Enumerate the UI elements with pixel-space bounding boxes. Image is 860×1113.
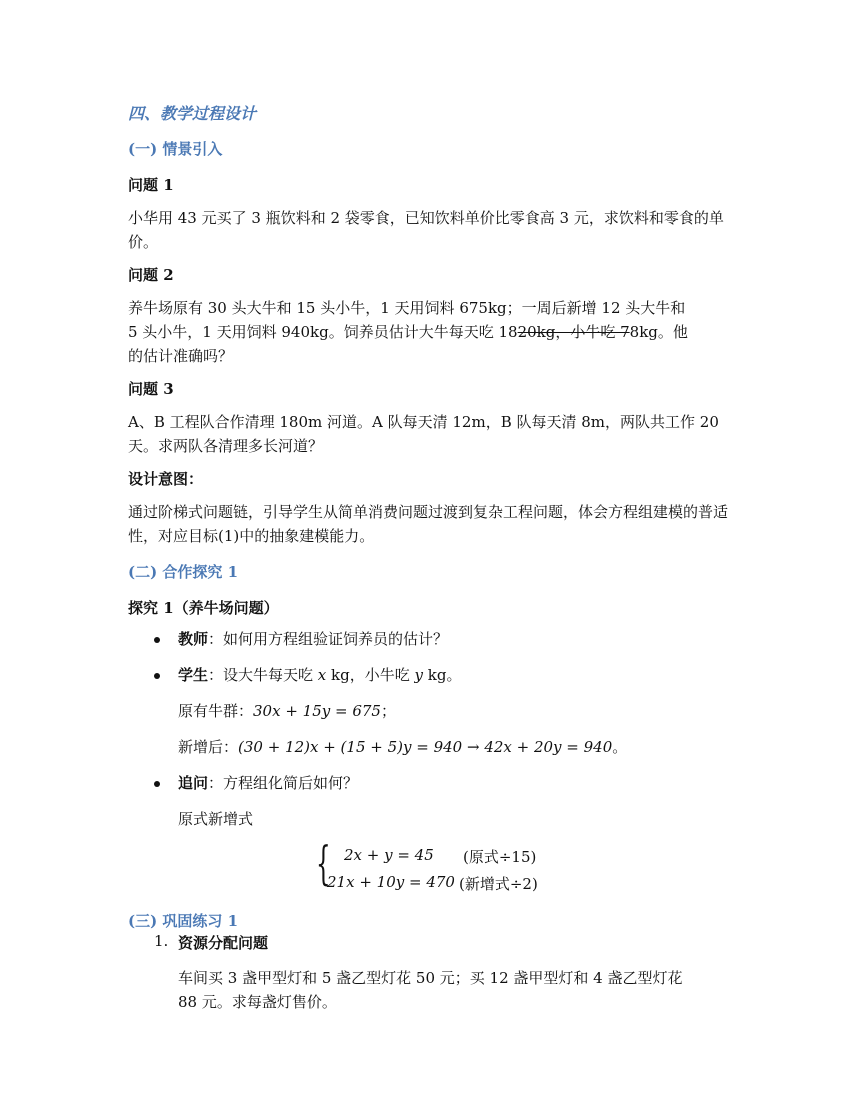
problem-3-text: A、B 工程队合作清理 180m 河道。A 队每天清 12m，B 队每天清 8m，两队共工作 20 天。求两队各清理多长河道？	[128, 413, 719, 455]
teacher-text: ：如何用方程组验证饲养员的估计？	[208, 630, 449, 648]
teacher-label: 教师	[178, 630, 209, 648]
main-heading: 四、教学过程设计	[128, 104, 257, 123]
followup-text: ：方程组化简后如何？	[208, 774, 359, 792]
student-text-a: ：设大牛每天吃	[208, 666, 318, 684]
bullet-dot	[154, 781, 160, 787]
problem-1-title: 问题 1	[128, 176, 174, 194]
followup-bullet	[178, 772, 358, 793]
student-text-b: kg，小牛吃	[326, 666, 415, 684]
new-herd-label: 新增后：	[178, 738, 239, 756]
design-intent-title: 设计意图：	[128, 470, 204, 488]
practice-item-number: 1.	[154, 932, 169, 950]
variable-y: y	[414, 666, 423, 684]
student-bullet	[178, 664, 461, 685]
variable-x: x	[317, 666, 327, 684]
section-heading-explore: (二) 合作探究 1	[128, 563, 239, 581]
system-intro: 原式新增式	[178, 810, 254, 828]
equation-1-note: (原式÷15)	[463, 848, 537, 866]
practice-item-line-1: 车间买 3 盏甲型灯和 5 盏乙型灯花 50 元；买 12 盏甲型灯和 4 盏乙型灯花	[178, 969, 683, 987]
problem-2-line-2	[128, 320, 738, 344]
problem-2-title: 问题 2	[128, 266, 174, 284]
equation-2: 21x + 10y = 470	[327, 873, 455, 891]
original-herd-label: 原有牛群：	[178, 702, 254, 720]
problem-2-line-2-a: 5 头小牛，1 天用饲料 940kg。饲养员估计大牛每天吃 18	[128, 323, 518, 341]
equation-system-brace: {	[316, 836, 331, 890]
practice-item-text	[178, 966, 738, 1014]
problem-2-line-3: 的估计准确吗？	[128, 347, 234, 365]
new-herd-line	[178, 736, 627, 757]
equation-2-note: (新增式÷2)	[459, 875, 538, 893]
problem-2-text	[128, 296, 738, 368]
followup-label: 追问	[178, 774, 209, 792]
new-herd-end: 。	[612, 738, 628, 756]
problem-1-text: 小华用 43 元买了 3 瓶饮料和 2 袋零食，已知饮料单价比零食高 3 元，求饮料和零食的单价。	[128, 209, 724, 251]
equation-1: 2x + y = 45	[344, 846, 434, 864]
problem-2-struck-text: 20kg，小牛吃 7	[517, 323, 630, 341]
original-herd-line	[178, 700, 396, 721]
problem-2-line-2-c: 8kg。他	[629, 323, 688, 341]
practice-item-line-2: 88 元。求每盏灯售价。	[178, 993, 337, 1011]
bullet-dot	[154, 637, 160, 643]
teacher-bullet	[178, 628, 448, 649]
problem-2-line-1: 养牛场原有 30 头大牛和 15 头小牛，1 天用饲料 675kg；一周后新增 12 头大牛和	[128, 299, 686, 317]
new-herd-equation: (30 + 12)x + (15 + 5)y = 940 → 42x + 20y = 940	[238, 738, 613, 756]
design-intent-text: 通过阶梯式问题链，引导学生从简单消费问题过渡到复杂工程问题，体会方程组建模的普适性，对应目标(1)中的抽象建模能力。	[128, 503, 729, 545]
original-herd-end: ；	[380, 702, 396, 720]
practice-item-title: 资源分配问题	[178, 934, 269, 952]
problem-3-title: 问题 3	[128, 380, 174, 398]
section-heading-practice: (三) 巩固练习 1	[128, 912, 239, 930]
original-herd-equation: 30x + 15y = 675	[253, 702, 381, 720]
section-heading-intro: (一) 情景引入	[128, 140, 223, 158]
student-label: 学生	[178, 666, 209, 684]
bullet-dot	[154, 673, 160, 679]
student-text-c: kg。	[422, 666, 462, 684]
explore-title: 探究 1（养牛场问题）	[128, 599, 279, 617]
